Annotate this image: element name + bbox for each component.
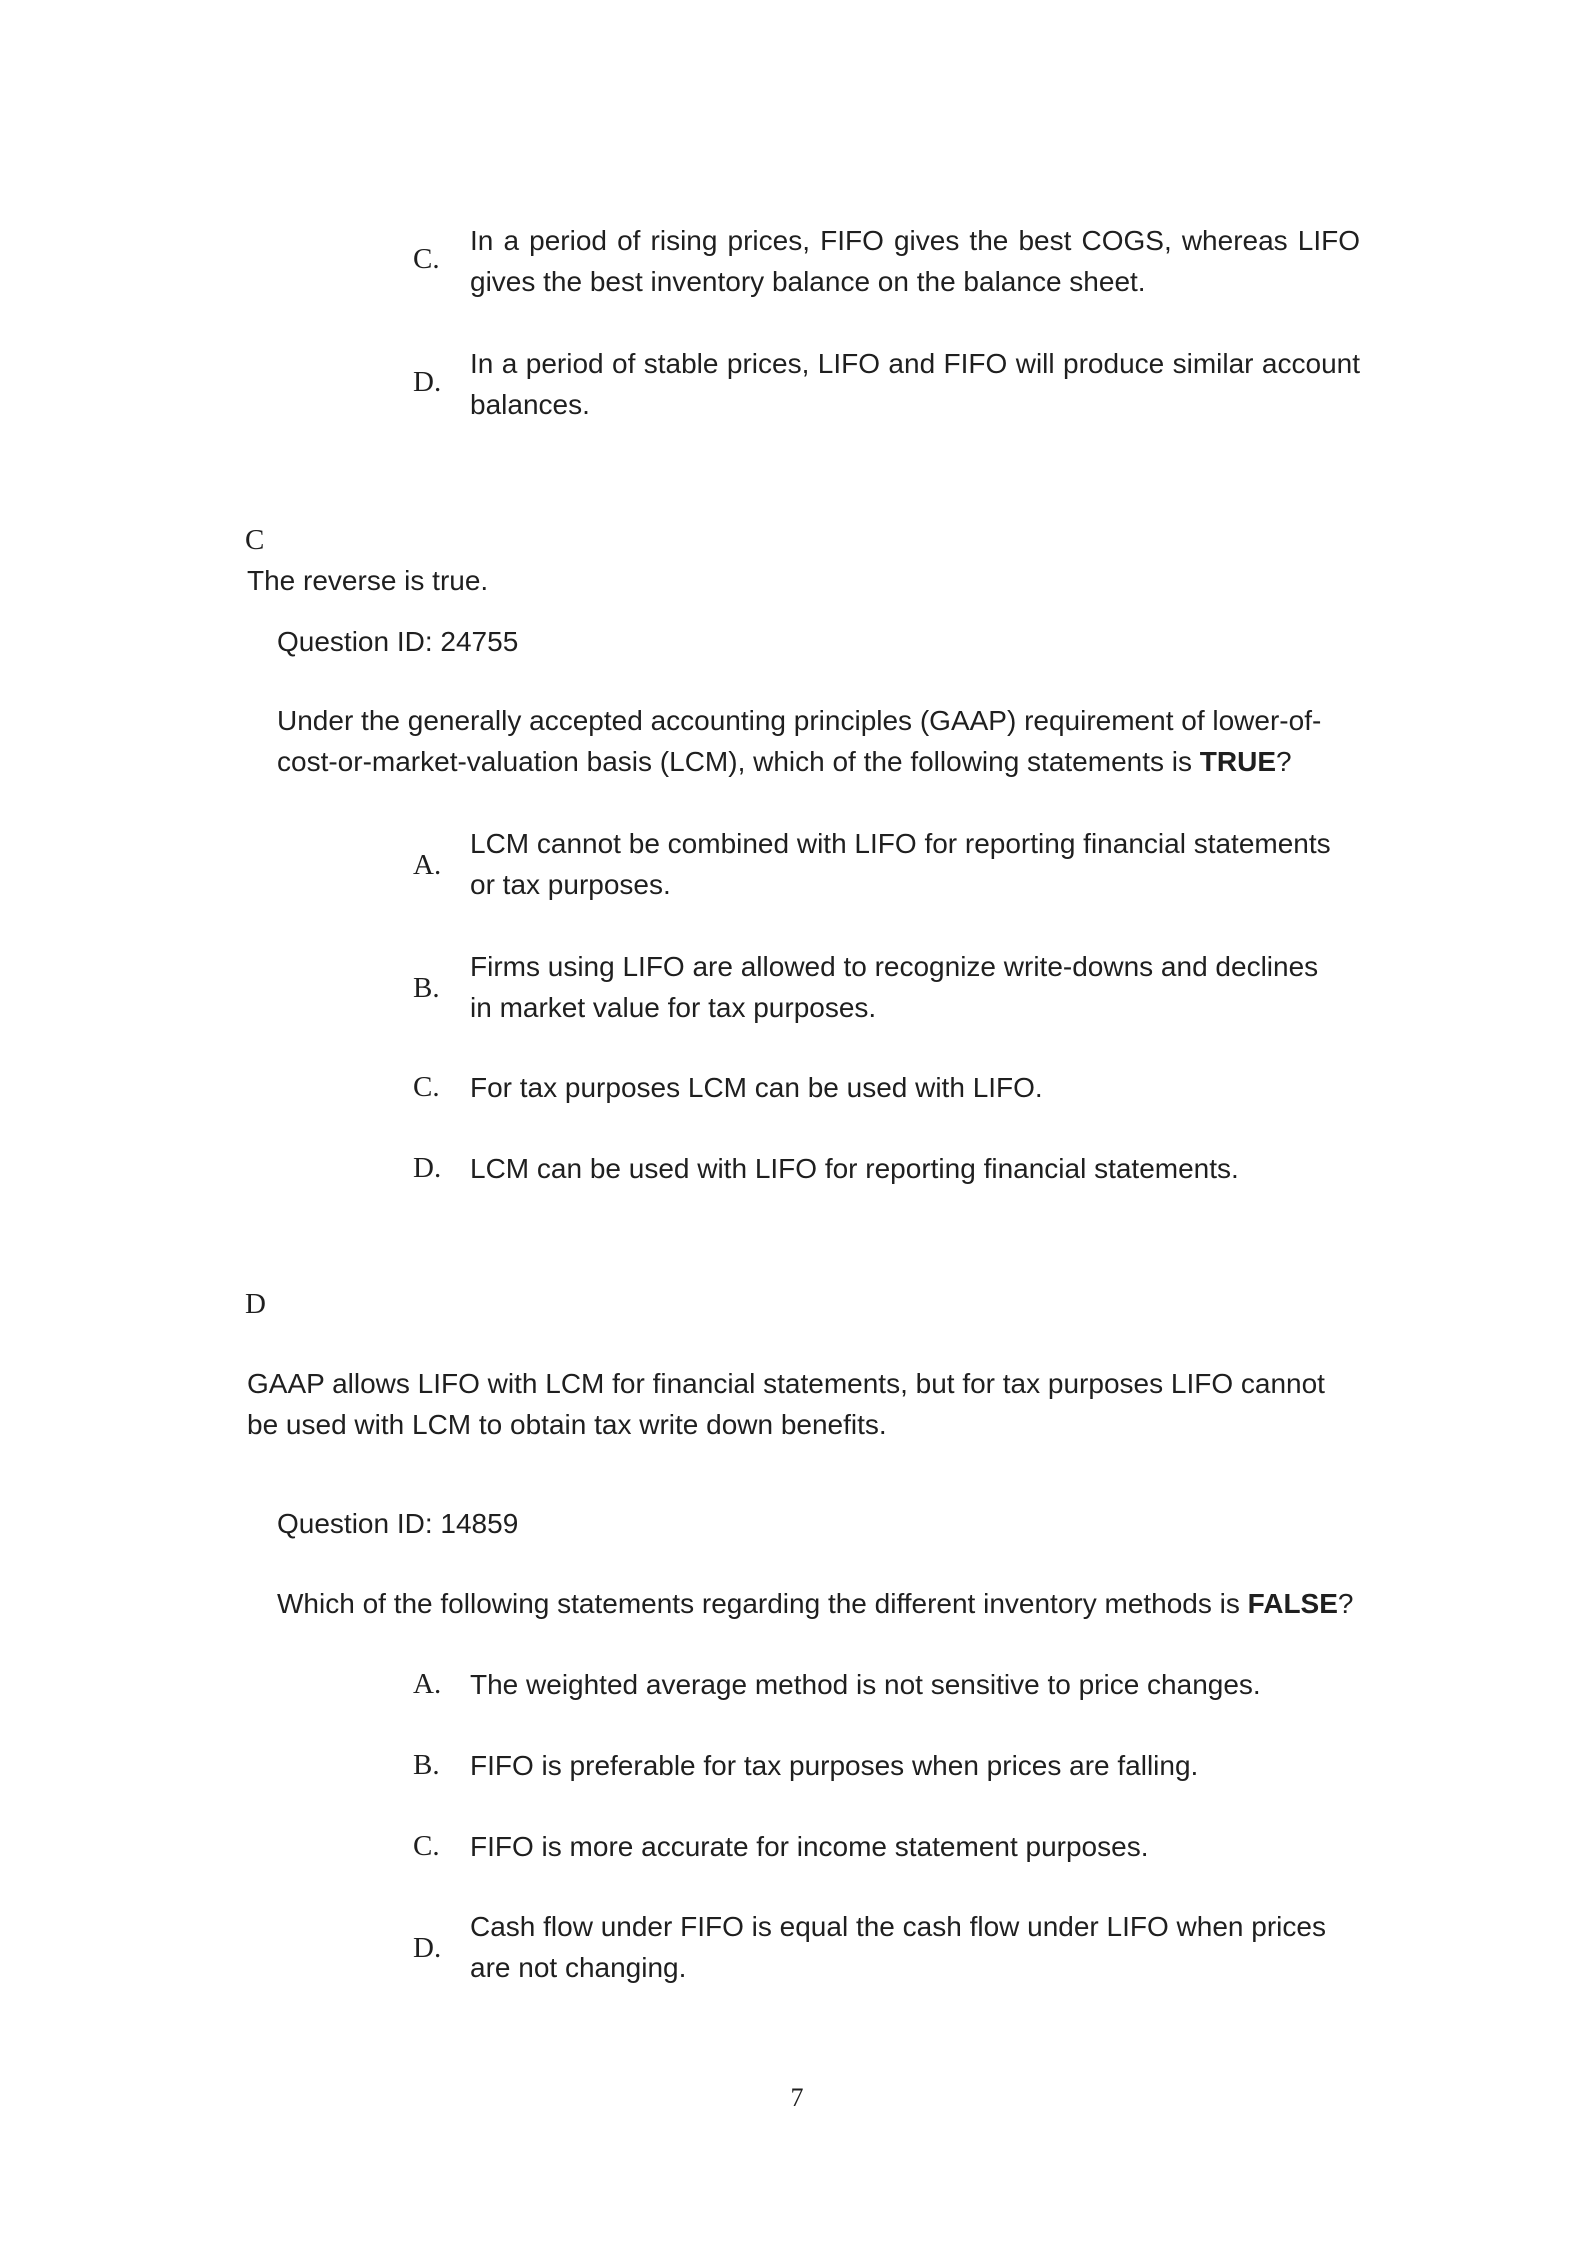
answer-letter: D (245, 1288, 266, 1320)
question-stem: Which of the following statements regarding the different inventory methods is FALSE? (277, 1588, 1354, 1619)
option-letter: C. (413, 1071, 440, 1103)
question-stem: Under the generally accepted accounting principles (GAAP) requirement of lower-of-cost-or-market-valuation basis (LCM), which of the following statements is TRUE? (277, 705, 1322, 777)
option-text: In a period of rising prices, FIFO gives the best COGS, whereas LIFO gives the best inventory balance on the balance sheet. (470, 225, 1360, 297)
page-number: 7 (790, 2083, 804, 2112)
option-text: In a period of stable prices, LIFO and FIFO will produce similar account balances. (470, 348, 1360, 420)
option-letter: B. (413, 1749, 440, 1781)
question-id: Question ID: 24755 (277, 626, 519, 657)
option-letter: D. (413, 1932, 442, 1964)
option-letter: D. (413, 366, 442, 398)
answer-letter: C (245, 524, 265, 556)
option-text: The weighted average method is not sensitive to price changes. (470, 1669, 1261, 1700)
option-text: LCM can be used with LIFO for reporting financial statements. (470, 1153, 1239, 1184)
question-id: Question ID: 14859 (277, 1508, 519, 1539)
option-text: For tax purposes LCM can be used with LIFO. (470, 1072, 1043, 1103)
option-letter: C. (413, 1830, 440, 1862)
option-text: Firms using LIFO are allowed to recognize write-downs and declines in market value for tax purposes. (470, 951, 1319, 1023)
option-text: Cash flow under FIFO is equal the cash flow under LIFO when prices are not changing. (470, 1911, 1326, 1983)
option-text: LCM cannot be combined with LIFO for reporting financial statements or tax purposes. (470, 828, 1331, 900)
answer-explanation: GAAP allows LIFO with LCM for financial statements, but for tax purposes LIFO cannot be used with LCM to obtain tax write down benefits. (247, 1368, 1325, 1440)
option-text: FIFO is preferable for tax purposes when prices are falling. (470, 1750, 1199, 1781)
option-letter: D. (413, 1152, 442, 1184)
option-letter: B. (413, 972, 440, 1004)
option-letter: A. (413, 1668, 442, 1700)
option-text: FIFO is more accurate for income statement purposes. (470, 1831, 1149, 1862)
option-letter: C. (413, 243, 440, 275)
answer-explanation: The reverse is true. (247, 565, 489, 596)
option-letter: A. (413, 849, 442, 881)
